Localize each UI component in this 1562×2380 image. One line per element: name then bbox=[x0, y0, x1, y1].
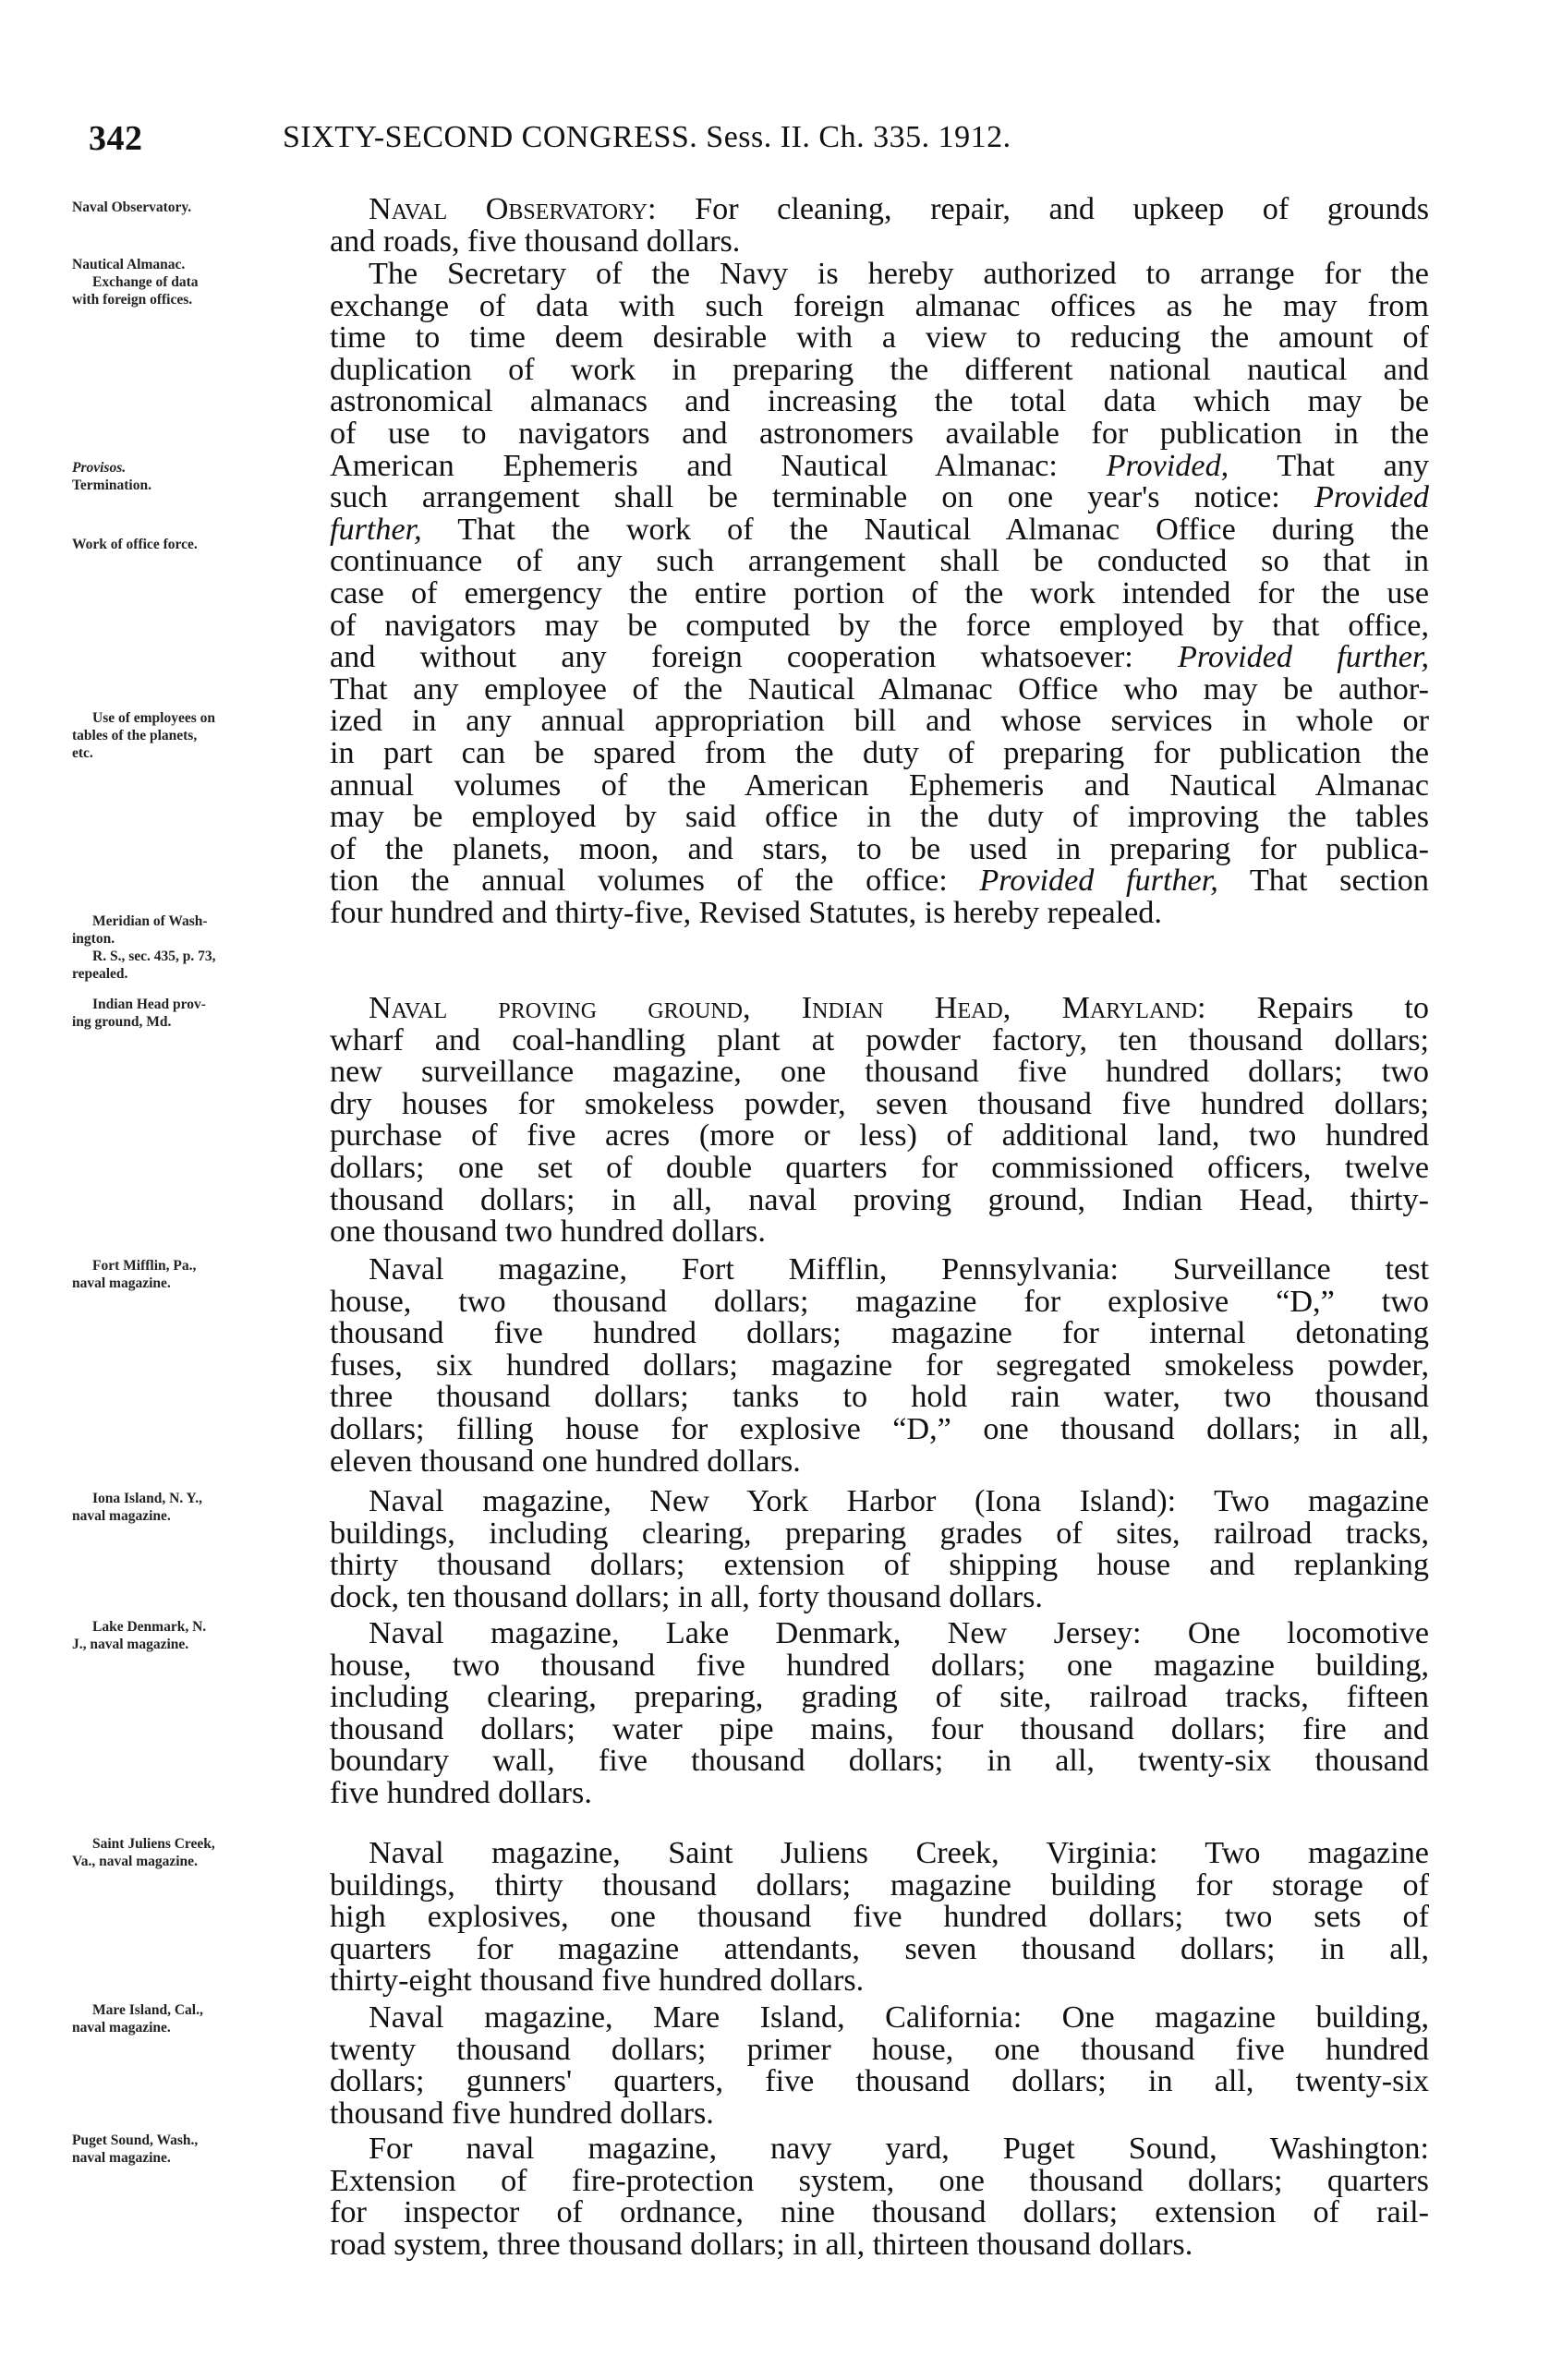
margin-note-indian-head: Indian Head prov- ing ground, Md. bbox=[72, 997, 206, 1030]
running-title: SIXTY-SECOND CONGRESS. Sess. II. Ch. 335. 1912. bbox=[283, 120, 1011, 154]
margin-note-iona-island: Iona Island, N. Y., naval magazine. bbox=[72, 1491, 203, 1524]
margin-note-use-of-employees: Use of employees on tables of the planets, etc. bbox=[72, 710, 216, 761]
margin-note-mare-island: Mare Island, Cal., naval magazine. bbox=[72, 2002, 203, 2036]
margin-note-provisos: Provisos. Termination. bbox=[72, 460, 151, 493]
margin-note-puget-sound: Puget Sound, Wash., naval magazine. bbox=[72, 2132, 199, 2166]
paragraph-puget-sound: For naval magazine, navy yard, Puget Sound, Washington: Extension of fire-protection system, one thousand dollars; quarters for inspector of ordnance, nine thousand dollars; extension of rail- road system, three thousand dollars; in all, thirteen thousand dollars. bbox=[330, 2132, 1429, 2262]
margin-note-fort-mifflin: Fort Mifflin, Pa., naval magazine. bbox=[72, 1258, 197, 1291]
margin-note-meridian: Meridian of Wash- ington. R. S., sec. 435, p. 73, repealed. bbox=[72, 913, 216, 982]
paragraph-saint-juliens: Naval magazine, Saint Juliens Creek, Virginia: Two magazine buildings, thirty thousand dollars; magazine building for storage of high explosives, one thousand five hundred dollars; two sets of quarters for magazine attendants, seven thousand dollars; in all, thirty-eight thousand five hundred dollars. bbox=[330, 1836, 1429, 1999]
paragraph-fort-mifflin: Naval magazine, Fort Mifflin, Pennsylvania: Surveillance test house, two thousand dollars; magazine for explosive “D,” two thousand five hundred dollars; magazine for internal detonating fuses, six hundred dollars; magazine for segregated smokeless powder, three thousand dollars; tanks to hold rain water, two thousand dollars; filling house for explosive “D,” one thousand dollars; in all, eleven thousand one hundred dollars. bbox=[330, 1252, 1429, 1479]
caption-indian-head: Naval proving ground, Indian Head, Maryland: bbox=[369, 991, 1206, 1025]
margin-note-naval-observatory: Naval Observatory. bbox=[72, 199, 192, 215]
margin-note-nautical-almanac: Nautical Almanac. Exchange of data with foreign offices. bbox=[72, 257, 199, 308]
paragraph-nautical-almanac: The Secretary of the Navy is hereby authorized to arrange for the exchange of data with such foreign almanac offices as he may from time to time deem desirable with a view to reducing the amount of duplication of work in preparing the different national nautical and astronomical almanacs and increasing the total data which may be of use to navigators and astronomers available for publication in the American Ephemeris and Nautical Almanac: Provided, That any such arrangement shall be terminable on one year's notice: Provided further, That the work of the Nautical Almanac Office during the continuance of any such arrangement shall be conducted so that in case of emergency the entire portion of the work intended for the use of navigators may be computed by the force employed by that office, and without any foreign cooperation whatsoever: Provided further, That any employee of the Nautical Almanac Office who may be author- ized in any annual appropriation bill and whose services in whole or in part can be spared from the duty of preparing for publication the annual volumes of the American Ephemeris and Nautical Almanac may be employed by said office in the duty of improving the tables of the planets, moon, and stars, to be used in preparing for publica- tion the annual volumes of the office: Provided further, That section four hundred and thirty-five, Revised Statutes, is hereby repealed. bbox=[330, 257, 1429, 930]
paragraph-lake-denmark: Naval magazine, Lake Denmark, New Jersey: One locomotive house, two thousand five hundred dollars; one magazine building, including clearing, preparing, grading of site, railroad tracks, fifteen thousand dollars; water pipe mains, four thousand dollars; fire and boundary wall, five thousand dollars; in all, twenty-six thousand five hundred dollars. bbox=[330, 1616, 1429, 1810]
paragraph-indian-head: Naval proving ground, Indian Head, Maryland: Repairs to wharf and coal-handling plant at powder factory, ten thousand dollars; new surveillance magazine, one thousand five hundred dollars; two dry houses for smokeless powder, seven thousand five hundred dollars; purchase of five acres (more or less) of additional land, two hundred dollars; one set of double quarters for commissioned officers, twelve thousand dollars; in all, naval proving ground, Indian Head, thirty- one thousand two hundred dollars. bbox=[330, 991, 1429, 1250]
paragraph-iona-island: Naval magazine, New York Harbor (Iona Island): Two magazine buildings, including clearing, preparing grades of sites, railroad tracks, thirty thousand dollars; extension of shipping house and replanking dock, ten thousand dollars; in all, forty thousand dollars. bbox=[330, 1484, 1429, 1614]
page-number: 342 bbox=[89, 119, 143, 158]
caption-naval-observatory: Naval Observatory: bbox=[369, 192, 657, 226]
margin-note-saint-juliens: Saint Juliens Creek, Va., naval magazine. bbox=[72, 1836, 215, 1869]
margin-note-work-of-office: Work of office force. bbox=[72, 537, 198, 552]
page-header bbox=[89, 118, 1428, 174]
paragraph-naval-observatory: Naval Observatory: For cleaning, repair, and upkeep of grounds and roads, five thousand dollars. bbox=[330, 192, 1429, 259]
margin-note-lake-denmark: Lake Denmark, N. J., naval magazine. bbox=[72, 1619, 207, 1652]
paragraph-mare-island: Naval magazine, Mare Island, California: One magazine building, twenty thousand dollars; primer house, one thousand five hundred dollars; gunners' quarters, five thousand dollars; in all, twenty-six thousand five hundred dollars. bbox=[330, 2000, 1429, 2131]
